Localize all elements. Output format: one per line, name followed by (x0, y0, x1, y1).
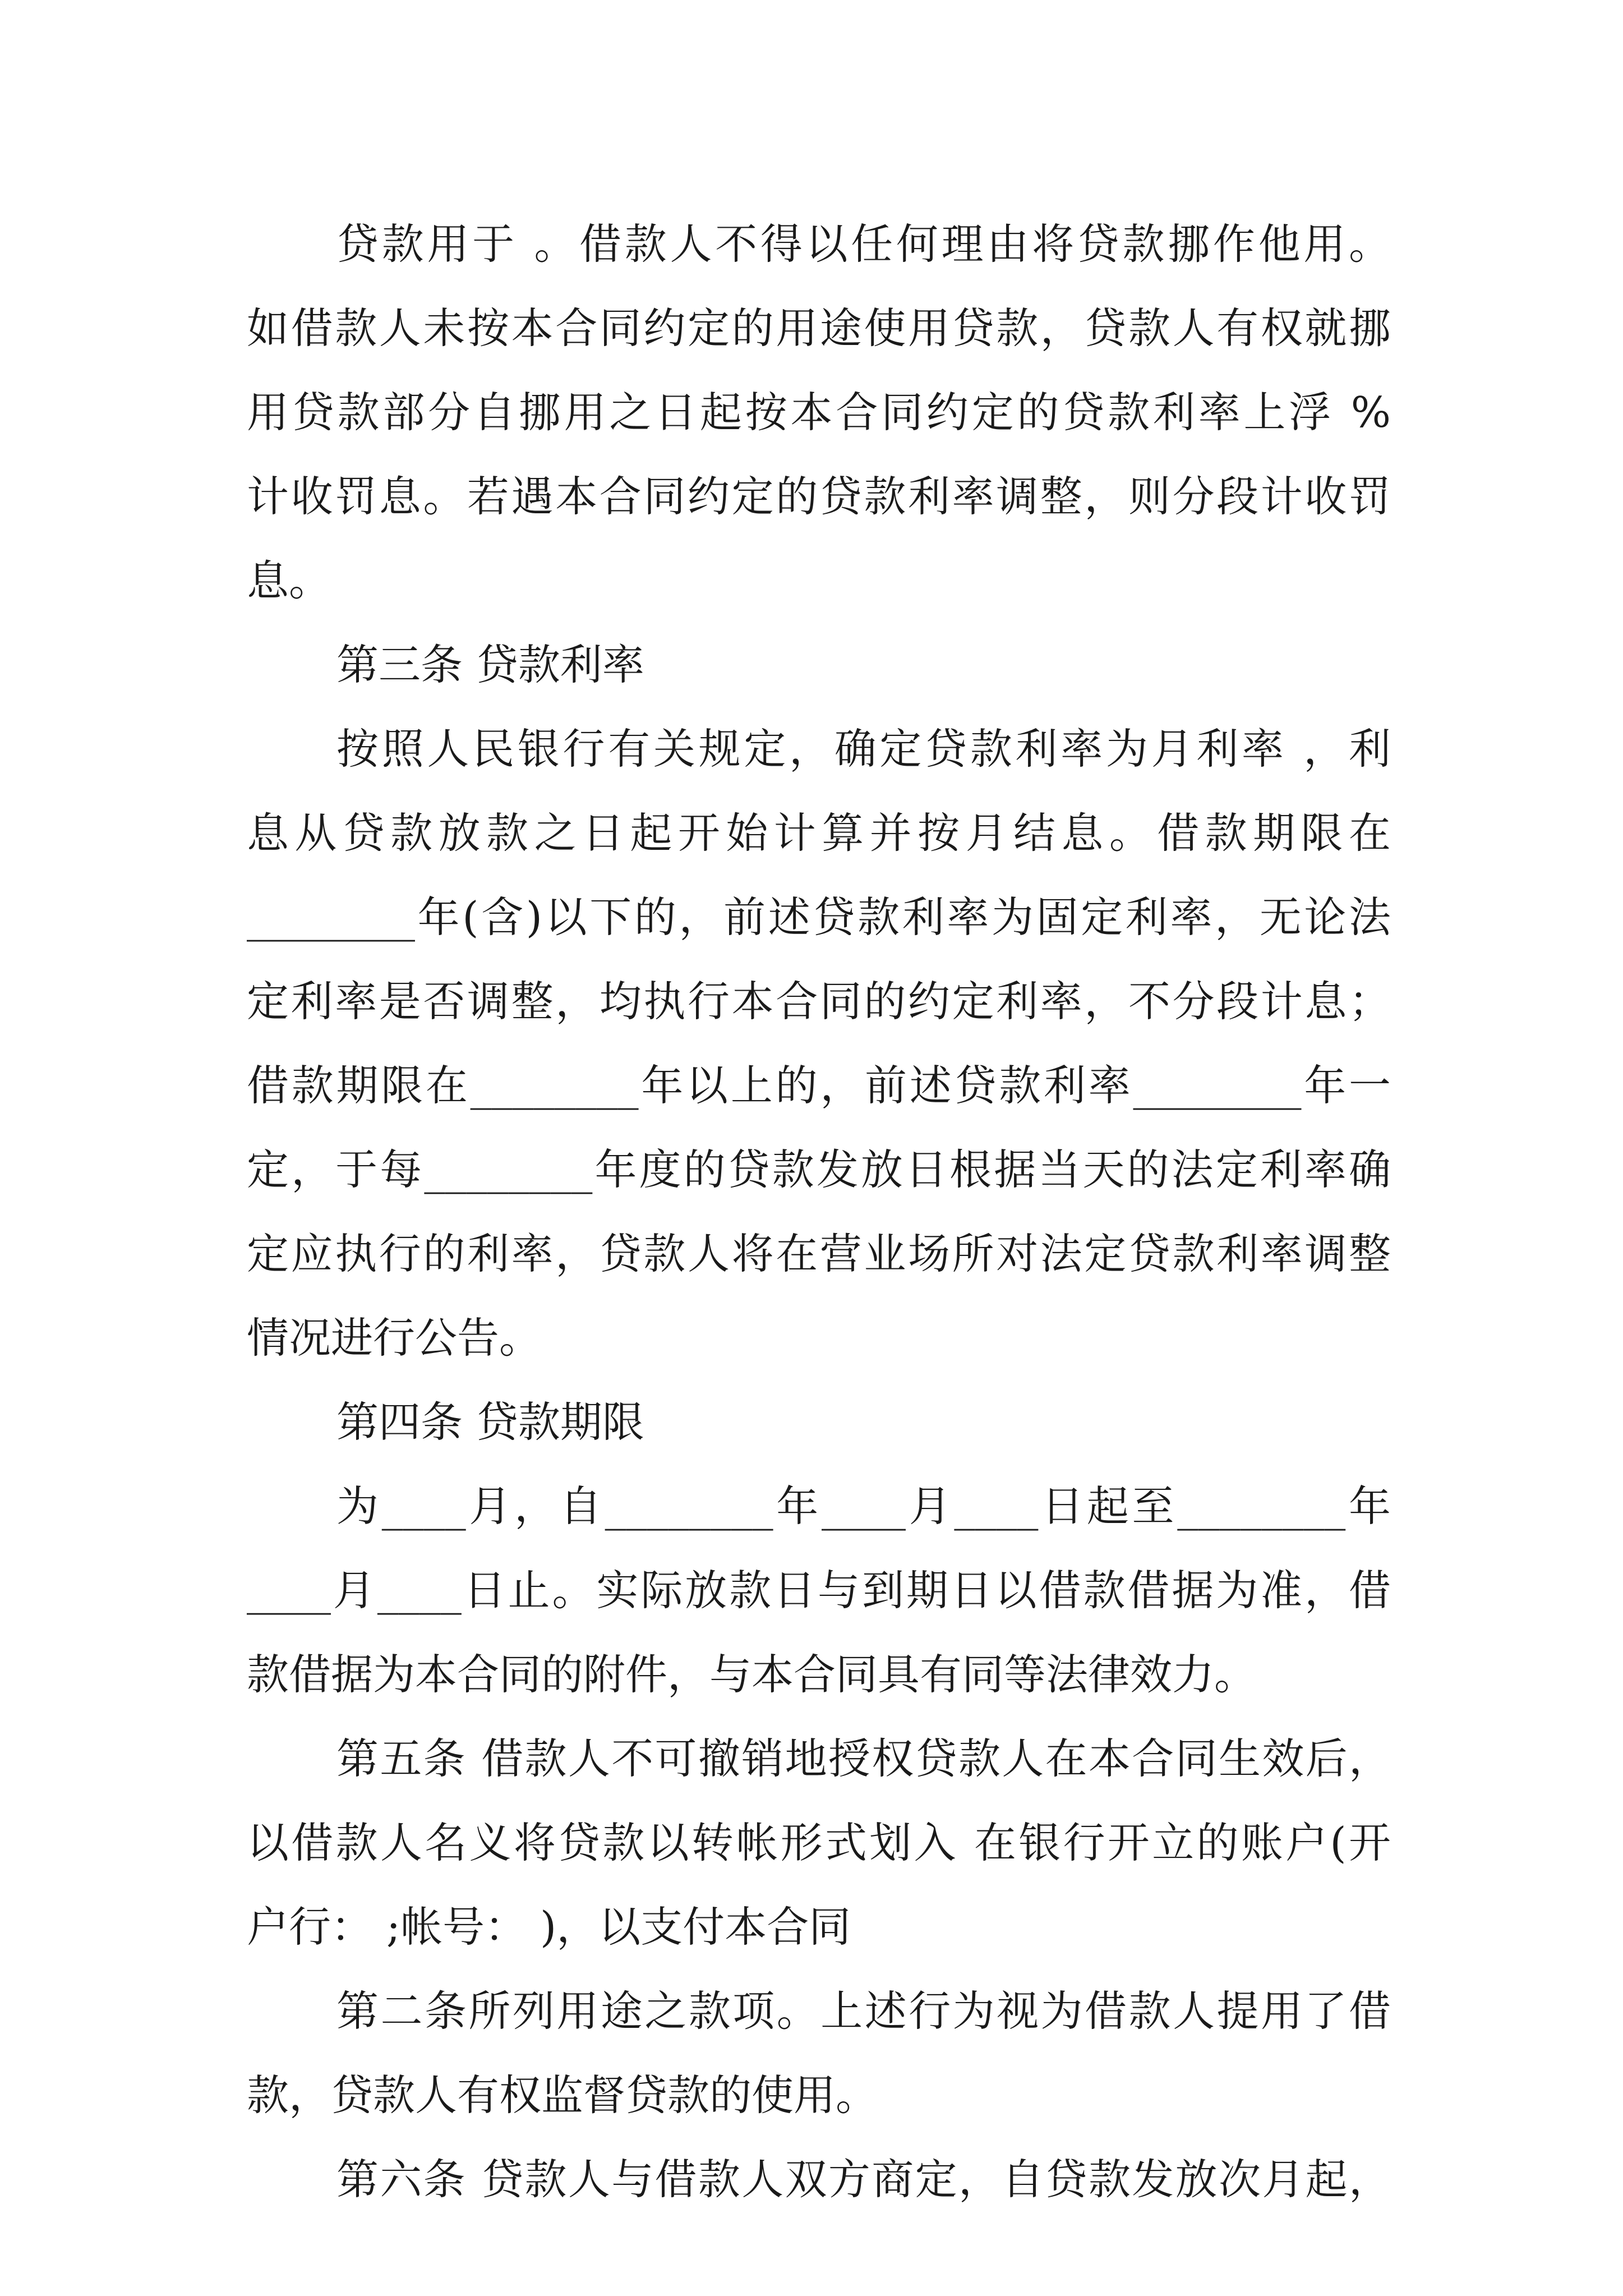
text-line: 定应执行的利率，贷款人将在营业场所对法定贷款利率调整 (247, 1229, 1391, 1278)
text-line: 款，贷款人有权监督贷款的使用。 (247, 2070, 878, 2120)
text-line: 为____月，自________年____月____日起至________年 (336, 1481, 1391, 1531)
text-line: 如借款人未按本合同约定的用途使用贷款，贷款人有权就挪 (247, 303, 1391, 353)
section-heading: 第四条 贷款期限 (336, 1397, 644, 1447)
text-line: 定利率是否调整，均执行本合同的约定利率，不分段计息； (247, 977, 1391, 1026)
text-line: ________年(含)以下的，前述贷款利率为固定利率，无论法 (247, 892, 1391, 942)
text-line: 定，于每________年度的贷款发放日根据当天的法定利率确 (247, 1145, 1391, 1194)
section-heading: 第三条 贷款利率 (336, 640, 644, 689)
text-line: 户行： ;帐号： )，以支付本合同 (247, 1902, 851, 1952)
text-line: 以借款人名义将贷款以转帐形式划入 在银行开立的账户(开 (247, 1818, 1391, 1867)
section-heading: 第五条 借款人不可撤销地授权贷款人在本合同生效后， (336, 1734, 1391, 1783)
text-line: 款借据为本合同的附件，与本合同具有同等法律效力。 (247, 1650, 1257, 1699)
text-line: 第二条所列用途之款项。上述行为视为借款人提用了借 (336, 1986, 1391, 2036)
text-line: 借款期限在________年以上的，前述贷款利率________年一 (247, 1061, 1391, 1110)
section-heading: 第六条 贷款人与借款人双方商定，自贷款发放次月起， (336, 2155, 1391, 2204)
text-line: 息。 (247, 556, 331, 605)
text-line: 计收罚息。若遇本合同约定的贷款利率调整，则分段计收罚 (247, 472, 1391, 521)
text-line: 情况进行公告。 (247, 1313, 542, 1363)
text-line: 贷款用于 。借款人不得以任何理由将贷款挪作他用。 (336, 219, 1391, 269)
text-line: 用贷款部分自挪用之日起按本合同约定的贷款利率上浮 % (247, 388, 1391, 437)
text-line: 息从贷款放款之日起开始计算并按月结息。借款期限在 (247, 808, 1391, 858)
text-line: 按照人民银行有关规定，确定贷款利率为月利率 ，利 (336, 724, 1391, 774)
text-line: ____月____日止。实际放款日与到期日以借款借据为准，借 (247, 1566, 1391, 1615)
